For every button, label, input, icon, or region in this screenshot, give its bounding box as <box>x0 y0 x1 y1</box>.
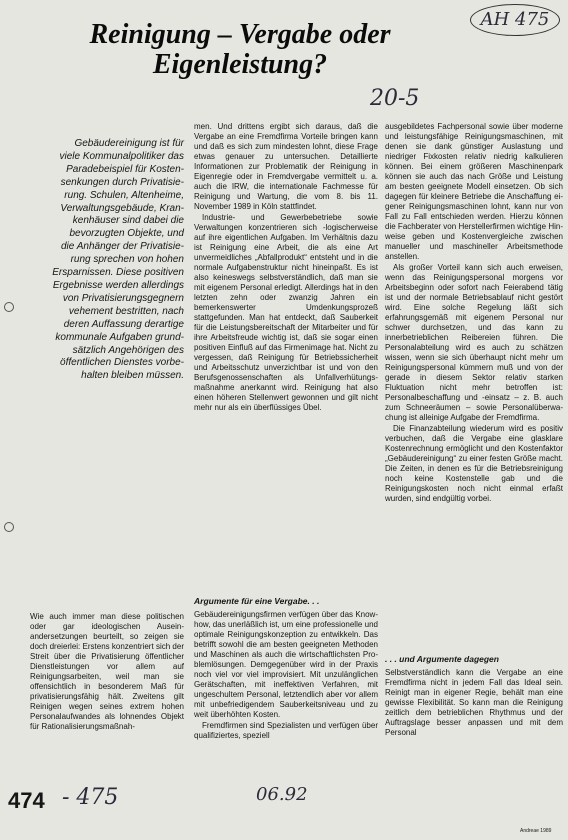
lead-line: vehement bestritten, nach <box>68 305 184 317</box>
lead-line: sätzlich Angehörigen des <box>72 344 184 356</box>
lead-line: kenhäuser sind dabei die <box>72 215 184 227</box>
body-column-2-lower <box>194 596 378 742</box>
handwritten-number: 20-5 <box>370 86 420 111</box>
lead-line: rung sprechen von hohen <box>70 254 184 266</box>
punch-mark <box>4 522 14 532</box>
lead-line: Paradebeispiel für Kosten- <box>66 163 184 175</box>
body-paragraph: Die Finanzabteilung wiederum wird es positiv verbuchen, daß die Vergabe eine glasklare Kostenrechnung ermöglicht und den Kostenfaktor „Gebäudereinigung“ zu einer festen Größe macht. Die Zeiten, in denen es für die Betriebsreinigung noch keine Kostenstelle gab und die Reinigungskosten noch nicht einmal erfaßt wurden, sind endgültig vorbei. <box>385 424 563 503</box>
lead-line: halten bleiben müssen. <box>81 370 184 382</box>
page-number: 474 <box>8 788 45 813</box>
lead-line: Ergebnisse werden allerdings <box>52 279 184 291</box>
body-paragraph: Industrie- und Gewerbebetriebe sowie Verwaltungen konzentrieren sich -logischerweise auf ihre eigentlichen Aufgaben. Im Verhältnis dazu ist Reinigung eine Arbeit, die als eine Art unvermeidliches „Abfallprodukt“ entsteht und in die normale Aufgabenstruktur nicht hineinpaßt. Es ist also keineswegs selbstverständlich, daß man sie mit eigenem Personal erledigt. Allerdings hat in den letzten zehn oder zwanzig Jahren ein bemerkenswerter Umdenkungsprozeß stattgefunden. Man hat entdeckt, daß Sauberkeit für die Leistungsbereitschaft der Mitarbeiter und für ihre Arbeitsfreude wichtig ist, daß sie sogar einen positiven Einfluß auf das Firmenimage hat. Nicht zu vergessen, daß Reinigung für Betriebssicherheit und Arbeitsschutz unverzichtbar ist und von den Berufsgenossenschaften als Unfallverhütungsmaßnahme anerkannt wird. Reinigung hat also einen höheren Stellenwert gewonnen und gilt nicht mehr nur als ein überflüssiges Übel. <box>194 213 378 412</box>
lead-line: rung. Schulen, Altenheime, <box>64 189 184 201</box>
lead-line: kommunale Aufgaben grund- <box>55 331 184 343</box>
body-column-2 <box>194 122 378 414</box>
handwritten-signature: 06.92 <box>256 784 308 805</box>
lead-line: öffentlichen Dienstes vorbe- <box>60 357 184 369</box>
section-heading: Argumente für eine Vergabe. . . <box>194 596 320 606</box>
imprint: Andreae 1989 <box>520 828 552 834</box>
body-paragraph: Wie auch immer man diese politischen oder gar ideologischen Auseinandersetzungen beurteilt, so zeigen sie doch dreierlei: Erstens konzentriert sich der Streit über die Privatisierung öffentlicher Dienstleistungen vor allem auf Reinigungsarbeiten, weil man sie offensichtlich in besonderem Maß für privatisierungsfähig hält. Zweitens gilt Reinigen wegen seines extrem hohen Personalaufwandes als lohnendes Objekt für Rationalisierungsmaßnah- <box>30 612 184 731</box>
lead-line: deren Auffassung derartige <box>63 318 184 330</box>
lead-line: Ersparnissen. Diese positiven <box>52 267 184 279</box>
body-paragraph: men. Und drittens ergibt sich daraus, daß die Vergabe an eine Fremdfirma Vorteile bringen kann und daß es sich zum mindesten lohnt, diese Frage etwas genauer zu untersuchen. Detaillierte Informationen zur Problematik der Reinigung in Eigenregie oder in Fremdvergabe vermittelt u. a. auch die IRW, die internationale Fachmesse für Reinigung und Wartung, die vom 8. bis 11. November 1989 in Köln stattfindet. <box>194 122 378 211</box>
handwritten-page-number: - 475 <box>62 785 119 810</box>
body-paragraph: Fremdfirmen sind Spezialisten und verfügen über qualifiziertes, speziell <box>194 721 378 740</box>
body-paragraph: Gebäudereinigungsfirmen verfügen über das Know-how, das unerläßlich ist, um eine professionelle und optimale Reinigungskonzeption zu entwikkeln. Das betrifft sowohl die am besten geeigneten Methoden und Maschinen als auch die wirtschaftlichsten Problemlösungen. Demgegenüber wird in der Praxis noch viel vor viel improvisiert. Mit unzulänglichen Gerätschaften, mit ineffektiven Verfahren, mit ungeschultem Personal, letztendlich aber vor allem mit unbefriedigendem Sauberkeitsniveau und zu weit überhöhten Kosten. <box>194 610 378 719</box>
lead-line: Gebäudereinigung ist für <box>74 138 184 149</box>
article-title: Reinigung – Vergabe oder Eigenleistung? <box>89 19 391 80</box>
punch-mark <box>4 302 14 312</box>
archive-stamp: AH 475 <box>470 4 560 36</box>
body-paragraph: Selbstverständlich kann die Vergabe an eine Fremdfirma nicht in jedem Fall das Ideal sein. Reinigt man in eigener Regie, behält man eine gewisse Flexibilität. So kann man die Reinigung zeitlich dem betrieblichen Rhythmus und der Auftragslage besser anpassen und mit dem Personal <box>385 668 563 737</box>
lead-line: bevorzugten Objekte, und <box>69 228 184 240</box>
body-column-3-lower <box>385 654 563 739</box>
lead-line: senkungen durch Privatisie- <box>60 176 184 188</box>
lead-line: viele Kommunalpolitiker das <box>59 150 184 162</box>
lead-line: die Anhänger der Privatisie- <box>60 241 184 253</box>
lead-line: Verwaltungsgebäude, Kran- <box>60 202 184 214</box>
lead-paragraph <box>6 138 184 383</box>
body-paragraph: ausgebildetes Fachpersonal sowie über moderne und leistungsfähige Reinigungsmaschinen, mit denen sie dank günstiger Auslastung und niedriger Fixkosten relativ niedrig kalkulieren können. Bei einem größeren Maschinenpark können sie auch das nach Größe und Leistung am besten geeignete Modell einsetzen. Ob sich dagegen für kleinere Betriebe die Anschaffung eigener Reinigungsmaschinen lohnt, kann nur von Fall zu Fall entschieden werden. Hierzu können die Fachberater von Herstellerfirmen wichtige Hinweise geben und Kostenvergleiche zwischen manueller und maschineller Arbeitsmethode anstellen. <box>385 122 563 261</box>
body-column-1 <box>30 612 184 733</box>
body-paragraph: Als großer Vorteil kann sich auch erweisen, wenn das Reinigungspersonal morgens vor Arbeitsbeginn oder sofort nach Feierabend tätig ist und der normale Betriebsablauf nicht gestört wird. Eine solche Regelung läßt sich erfahrungsgemäß mit eigenem Personal nur schwer durchsetzen, und das kann zu innerbetrieblichen Reibereien führen. Die Personalabteilung wird es auch zu schätzen wissen, wenn sie sich überhaupt nicht mehr um Reinigungspersonal kümmern muß und von der gerade in diesem Sektor relativ starken Fluktuation nicht mehr betroffen ist: Personalbeschaffung und -einsatz – z. B. auch zum Schneeräumen – sowie Personalüberwachung ist alleinige Aufgabe der Fremdfirma. <box>385 263 563 422</box>
body-column-3 <box>385 122 563 505</box>
section-heading: . . . und Argumente dagegen <box>385 654 499 664</box>
lead-line: von Privatisierungsgegnern <box>62 292 184 304</box>
